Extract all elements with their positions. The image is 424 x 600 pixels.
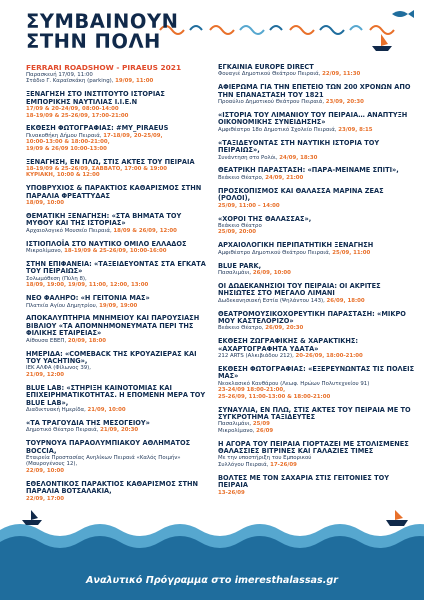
event-details xyxy=(26,455,206,468)
event-date: 17-26/09 xyxy=(270,461,297,468)
event-item xyxy=(218,64,418,78)
event-venue: Δωδεκανησιακή Εστία (Ψηλάντου 143), xyxy=(218,297,327,304)
event-item xyxy=(26,261,206,289)
event-date: 18-19/09 & 25-26/09, 17:00-21:00 xyxy=(26,112,129,119)
event-date: 19/09, 19:00 xyxy=(99,302,138,309)
event-details xyxy=(26,303,206,309)
event-venue: Παρασκευή 17/09, 11:00 xyxy=(26,72,93,78)
event-date: 19/09, 11:00 xyxy=(115,78,154,85)
page-title-line2: ΣΤΗΝ ΠΟΛΗ xyxy=(26,30,161,53)
event-venue: 212 ARTS (Αλκιβιάδου 212), xyxy=(218,353,296,360)
event-details xyxy=(218,462,418,468)
event-date: 18-19/09 & 25-26/09, 10:00-16:00 xyxy=(64,248,167,255)
event-item xyxy=(218,311,418,332)
event-details xyxy=(26,338,206,344)
event-details xyxy=(218,298,418,304)
event-venue: Σολωμόθεση (Πύλη 8), xyxy=(26,275,87,282)
event-details xyxy=(218,175,418,181)
event-venue: Βεάκειο Θέατρο, xyxy=(218,174,266,181)
event-date: 13-26/09 xyxy=(218,489,245,496)
event-item xyxy=(218,242,418,256)
event-title: ΘΕΜΑΤΙΚΗ ΞΕΝΑΓΗΣΗ: «ΣΤΑ ΒΗΜΑΤΑ ΤΟΥ ΜΥΘΟΥ ΚΑΙ ΤΗΣ ΙΣΤΟΡΙΑΣ» xyxy=(26,212,182,228)
event-date: 18/09 & 26/09, 12:00 xyxy=(113,227,177,234)
event-venue: Συνάντηση στο Ρολόι, xyxy=(218,154,280,161)
event-title: ΕΘΕΛΟΝΤΙΚΟΣ ΠΑΡΑΚΤΙΟΣ ΚΑΘΑΡΙΣΜΟΣ ΣΤΗΝ ΠΑΡΑΛΙΑ ΒΟΤΣΑΛΑΚΙΑ, xyxy=(26,479,199,496)
event-item xyxy=(218,216,418,236)
event-title: ΙΣΤΙΟΠΛΟΪΑ ΣΤΟ ΝΑΥΤΙΚΟ ΟΜΙΛΟ ΕΛΛΑΔΟΣ xyxy=(26,239,187,248)
event-venue: Συλλόγου Πειραιά, xyxy=(218,461,271,468)
event-title: ΗΜΕΡΙΔΑ: «COMEBACK ΤΗΣ ΚΡΟΥΑΖΙΕΡΑΣ ΚΑΙ ΤΟΥ YACHTING», xyxy=(26,349,197,365)
event-title: Η ΑΓΟΡΑ ΤΟΥ ΠΕΙΡΑΙΑ ΓΙΟΡΤΑΖΕΙ ΜΕ ΣΤΟΛΙΣΜΕΝΕΣ ΘΑΛΑΣΣΙΕΣ ΒΙΤΡΙΝΕΣ ΚΑΙ ΓΑΛΑΖΙΕΣ ΤΙΜΕΣ xyxy=(218,439,409,456)
event-title: ΕΓΚΑΙΝΙΑ EUROPE DIRECT xyxy=(218,63,314,71)
event-item xyxy=(26,125,206,152)
event-date: 18-19/09 & 25-26/09, ΣΑΒΒΑΤΟ, 17:00 & 19:00 xyxy=(26,165,168,172)
event-date: 17/09 & 20-24/09, 08:00-14:00 xyxy=(26,106,119,113)
event-title: ΟΙ ΔΩΔΕΚΑΝΗΣΙΟΙ ΤΟΥ ΠΕΙΡΑΙΑ: ΟΙ ΑΚΡΙΤΕΣ ΝΗΣΙΩΤΕΣ ΣΤΟ ΜΕΓΑΛΟ ΛΙΜΑΝΙ xyxy=(218,281,381,298)
event-date: 20-26/09, 18:00-21:00 xyxy=(295,353,363,360)
event-date: 26/09, 10:00 xyxy=(252,269,291,276)
event-title: ΑΡΧΑΙΟΛΟΓΙΚΗ ΠΕΡΙΠΑΤΗΤΙΚΗ ΞΕΝΑΓΗΣΗ xyxy=(218,241,374,250)
event-date: 19/09 & 26/09 10:00-13:00 xyxy=(26,145,107,152)
event-date: 21/09, 12:00 xyxy=(26,371,65,378)
event-details xyxy=(26,78,206,84)
event-title: ΕΚΘΕΣΗ ΦΩΤΟΓΡΑΦΙΑΣ: «ΕΞΕΡΕΥΝΩΝΤΑΣ ΤΙΣ ΠΟΛΕΙΣ ΜΑΣ» xyxy=(218,365,415,381)
boat-icon xyxy=(22,510,42,525)
event-item xyxy=(26,91,206,119)
event-item xyxy=(218,366,418,400)
event-item xyxy=(26,159,206,179)
event-title: «ΧΟΡΟΙ ΤΗΣ ΘΑΛΑΣΣΑΣ», xyxy=(218,214,312,223)
event-details xyxy=(218,203,418,209)
event-venue: Διαδικτυακή Ημερίδα, xyxy=(26,406,88,413)
event-details xyxy=(26,282,206,288)
event-item xyxy=(218,263,418,277)
event-title: ΑΦΙΕΡΩΜΑ ΓΙΑ ΤΗΝ ΕΠΕΤΕΙΟ ΤΩΝ 200 ΧΡΟΝΩΝ ΑΠΟ ΤΗΝ ΕΠΑΝΑΣΤΑΣΗ ΤΟΥ 1821 xyxy=(218,83,411,99)
event-venue: Αμφιθέατρο 18ο Δημοτικό Σχολείο Πειραιά, xyxy=(218,126,339,133)
event-date: 23-24/09 18:00-21:00, xyxy=(218,387,286,394)
event-item xyxy=(26,420,206,434)
event-title: ΒΟΛΤΕΣ ΜΕ ΤΟΝ ΣΑΧΑΡΙΑ ΣΤΙΣ ΓΕΙΤΟΝΙΕΣ ΤΟΥ ΠΕΙΡΑΙΑ xyxy=(218,473,389,490)
event-venue: Βεάκειο Θέατρο, xyxy=(218,325,266,332)
event-details xyxy=(218,71,418,77)
event-item xyxy=(26,315,206,344)
event-details xyxy=(26,496,206,502)
event-title: ΕΚΘΕΣΗ ΖΩΓΡΑΦΙΚΗΣ & ΧΑΡΑΚΤΙΚΗΣ: «ΑΧΑΡΤΟΓΡΑΦΗΤΑ ΥΔΑΤΑ» xyxy=(218,337,359,353)
footer-wave xyxy=(0,510,424,600)
event-title: «ΤΑ ΤΡΑΓΟΥΔΙΑ ΤΗΣ ΜΕΣΟΓΕΙΟΥ» xyxy=(26,418,150,427)
event-details xyxy=(26,146,206,152)
event-date: 24/09, 21:00 xyxy=(265,174,304,181)
event-details xyxy=(218,127,418,133)
event-title: ΝΕΟ ΦΑΛΗΡΟ: «Η ΓΕΙΤΟΝΙΑ ΜΑΣ» xyxy=(26,294,150,303)
event-details xyxy=(218,325,418,331)
event-date: 22/09, 10:00 xyxy=(26,467,65,474)
event-date: 23/09, 20:30 xyxy=(325,99,364,106)
event-details xyxy=(26,407,206,413)
event-details xyxy=(26,200,206,206)
page-title xyxy=(26,12,178,52)
event-item xyxy=(26,385,206,414)
event-venue: Αίθουσα ΕΒΕΠ, xyxy=(26,337,68,344)
event-details xyxy=(26,172,206,178)
event-details xyxy=(218,428,418,434)
event-date: 10:00-13:00 & 18:00-21:00, xyxy=(26,139,110,146)
event-item xyxy=(26,295,206,309)
event-title: ΘΕΑΤΡΙΚΗ ΠΑΡΑΣΤΑΣΗ: «ΠΑΡΑ-ΜΕΙΝΑΜΕ ΣΠΙΤΙ», xyxy=(218,166,399,175)
event-title: ΣΤΗΝ ΕΠΙΦΑΝΕΙΑ: «ΤΑΞΕΙΔΕΥΟΝΤΑΣ ΣΤΑ ΕΓΚΑΤΑ ΤΟΥ ΠΕΙΡΑΙΩΣ» xyxy=(26,260,206,276)
event-venue: Προαύλιο Δημοτικού Θεάτρου Πειραιά, xyxy=(218,99,326,106)
event-item xyxy=(26,481,206,502)
event-venue: Πασαλιμάνι, xyxy=(218,421,253,428)
event-venue: Πινακοθήκη Δήμου Πειραιά, xyxy=(26,132,104,139)
boat-icon xyxy=(386,510,408,526)
event-title: «ΙΣΤΟΡΙΑ ΤΟΥ ΛΙΜΑΝΙΟΥ ΤΟΥ ΠΕΙΡΑΙΑ… ΑΝΑΠΤΥΞΗ ΟΙΚΟΝΟΜΙΚΗΣ ΣΥΝΕΙΔΗΣΗΣ» xyxy=(218,111,408,127)
event-item xyxy=(26,440,206,474)
event-details xyxy=(218,353,418,359)
event-date: 25/09, 11:00 – 14:00 xyxy=(218,202,280,209)
event-date: 26/09, 18:00 xyxy=(326,297,365,304)
event-date: 24/09, 18:30 xyxy=(279,154,318,161)
event-date: 17-18/09, 20-25/09, xyxy=(103,132,163,139)
event-details xyxy=(26,427,206,433)
event-venue: Νεοκλασικό Κανθάρου (Λεωφ. Ηρώων Πολυτεχνείου 91) xyxy=(218,380,370,387)
event-item xyxy=(218,441,418,469)
event-title: ΤΟΥΡΝΟΥΑ ΠΑΡΑΟΛΥΜΠΙΑΚΟΥ ΑΘΛΗΜΑΤΟΣ BOCCIA, xyxy=(26,439,191,455)
right-column xyxy=(218,64,418,503)
event-date: 18/09, 10:00 xyxy=(26,200,65,207)
event-date: 25/09, 20:00 xyxy=(218,229,257,236)
event-item xyxy=(218,283,418,304)
event-details xyxy=(218,490,418,496)
event-item xyxy=(218,167,418,181)
event-date: 26/09 xyxy=(256,427,274,434)
event-item xyxy=(26,213,206,234)
event-date: 22/09, 17:00 xyxy=(26,495,65,502)
event-date: 25/09, 11:00 xyxy=(332,249,371,256)
event-venue: Πασαλιμάνι, xyxy=(218,269,253,276)
event-item xyxy=(218,475,418,496)
event-item xyxy=(218,84,418,105)
event-venue: Βεάκειο Θέατρο xyxy=(218,222,262,229)
event-details xyxy=(26,372,206,378)
event-item xyxy=(26,185,206,206)
event-item xyxy=(218,112,418,133)
event-venue: Στάδιο Γ. Καραϊσκάκη (parking), xyxy=(26,78,116,85)
event-title: FERRARI ROADSHOW - PIRAEUS 2021 xyxy=(26,63,182,72)
event-item xyxy=(26,64,206,85)
event-date: 21/09, 20:30 xyxy=(100,427,139,434)
event-date: 20/09, 18:00 xyxy=(67,337,106,344)
event-details xyxy=(218,155,418,161)
event-date: 18/09, 19:00, 19/09, 11:00, 12:00, 13:00 xyxy=(26,282,149,289)
event-venue: Με την υποστήριξη του Εμπορικού xyxy=(218,455,312,462)
event-title: ΞΕΝΑΓΗΣΗ, ΕΝ ΠΛΩ, ΣΤΙΣ ΑΚΤΕΣ ΤΟΥ ΠΕΙΡΑΙΑ xyxy=(26,157,195,166)
event-date: 23/09, 8:15 xyxy=(338,126,373,133)
event-item xyxy=(218,140,418,161)
event-item xyxy=(218,338,418,359)
event-title: BLUE LAB: «ΣΤΗΡΙΞΗ ΚΑΙΝΟΤΟΜΙΑΣ ΚΑΙ ΕΠΙΧΕΙΡΗΜΑΤΙΚΟΤΗΤΑΣ. Η ΕΠΟΜΕΝΗ ΜΕΡΑ ΤΟΥ BLUE LAB», xyxy=(26,383,206,407)
event-title: ΥΠΟΒΡΥΧΙΟΣ & ΠΑΡΑΚΤΙΟΣ ΚΑΘΑΡΙΣΜΟΣ ΣΤΗΝ ΠΑΡΑΛΙΑ ΦΡΕΑΤΤΥΔΑΣ xyxy=(26,184,202,200)
fish-icon xyxy=(392,10,414,18)
event-details xyxy=(26,113,206,119)
boat-icon xyxy=(372,34,392,51)
event-details xyxy=(218,250,418,256)
event-details xyxy=(218,229,418,235)
event-title: «ΤΑΞΙΔΕΥΟΝΤΑΣ ΣΤΗ ΝΑΥΤΙΚΗ ΙΣΤΟΡΙΑ ΤΟΥ ΠΕΙΡΑΙΩΣ», xyxy=(218,138,380,155)
wave-decoration-icon xyxy=(160,26,394,34)
event-date: 21/09, 10:00 xyxy=(87,406,126,413)
event-item xyxy=(218,407,418,435)
event-item xyxy=(218,188,418,209)
event-title: ΠΡΟΣΚΟΠΙΣΜΟΣ ΚΑΙ ΘΑΛΑΣΣΑ ΜΑΡΙΝΑ ΖΕΑΣ (ΡΟΛΟΙ), xyxy=(218,186,384,203)
page-title-line1: ΣΥΜΒΑΙΝΟΥΝ xyxy=(26,10,179,33)
event-venue: Αρχαιολογικό Μουσείο Πειραιά, xyxy=(26,227,114,234)
event-title: ΘΕΑΤΡΟΜΟΥΣΙΚΟΧΟΡΕΥΤΙΚΗ ΠΑΡΑΣΤΑΣΗ: «ΜΙΚΡΟ ΜΟΥ ΚΑΣΤΕΛΟΡΙΖΟ» xyxy=(218,309,406,325)
event-venue: Φουαγιέ Δημοτικού Θεάτρου Πειραιά, xyxy=(218,71,323,78)
event-venue: Μικρολίμανο, xyxy=(218,427,257,434)
event-title: ΕΚΘΕΣΗ ΦΩΤΟΓΡΑΦΙΑΣ: #MY_PIRAEUS xyxy=(26,124,169,133)
left-column xyxy=(26,64,206,508)
event-details xyxy=(218,270,418,276)
event-venue: Πλατεία Αγίου Δημητρίου, xyxy=(26,302,100,309)
event-item xyxy=(26,241,206,255)
event-title: ΑΠΟΚΑΛΥΠΤΗΡΙΑ ΜΝΗΜΕΙΟΥ ΚΑΙ ΠΑΡΟΥΣΙΑΣΗ ΒΙΒΛΙΟΥ «ΤΑ ΑΠΟΜΝΗΜΟΝΕΥΜΑΤΑ ΠΕΡΙ ΤΗΣ ΦΙΛΙΚΗΣ ΕΤΑΙΡΕΙΑΣ» xyxy=(26,314,200,338)
event-venue: Αμφιθέατρο Δημοτικού Θεάτρου Πειραιά, xyxy=(218,249,333,256)
event-details xyxy=(26,228,206,234)
event-date: 22/09, 11:30 xyxy=(322,71,361,78)
event-venue: Εταιρεία Προστασίας Ανηλίκων Πειραιά «Καλός Ποιμήν» (Μαυρογένους 12), xyxy=(26,454,181,468)
event-title: ΞΕΝΑΓΗΣΗ ΣΤΟ ΙΝΣΤΙΤΟΥΤΟ ΙΣΤΟΡΙΑΣ ΕΜΠΟΡΙΚΗΣ ΝΑΥΤΙΛΙΑΣ Ι.Ι.Ε.Ν xyxy=(26,90,165,106)
event-date: 25/09 xyxy=(252,421,270,428)
event-venue: ΙΕΚ ΑΛΦΑ (Φίλωνος 39), xyxy=(26,365,92,372)
footer-program-link[interactable]: Αναλυτικό Πρόγραμμα στο imeresthalassas.gr xyxy=(85,575,338,586)
event-title: ΣΥΝΑΥΛΙΑ, ΕΝ ΠΛΩ, ΣΤΙΣ ΑΚΤΕΣ ΤΟΥ ΠΕΙΡΑΙΑ ΜΕ ΤΟ ΣΥΓΚΡΟΤΗΜΑ ΤΑΞΙΔΕΥΤΕΣ xyxy=(218,405,411,421)
event-venue: Μικρολίμανο, xyxy=(26,248,65,255)
event-date: ΚΥΡΙΑΚΗ, 10:00 & 12:00 xyxy=(26,172,100,179)
event-details xyxy=(26,248,206,254)
event-details xyxy=(218,394,418,400)
event-title: BLUE PARK, xyxy=(218,261,262,270)
event-details xyxy=(26,468,206,474)
event-date: 26/09, 20:30 xyxy=(265,325,304,332)
event-date: 25-26/09, 11:00-13:00 & 18:00-21:00 xyxy=(218,393,331,400)
event-item xyxy=(26,351,206,379)
event-details xyxy=(218,99,418,105)
event-venue: Δημοτικό Θέατρο Πειραιά, xyxy=(26,427,101,434)
